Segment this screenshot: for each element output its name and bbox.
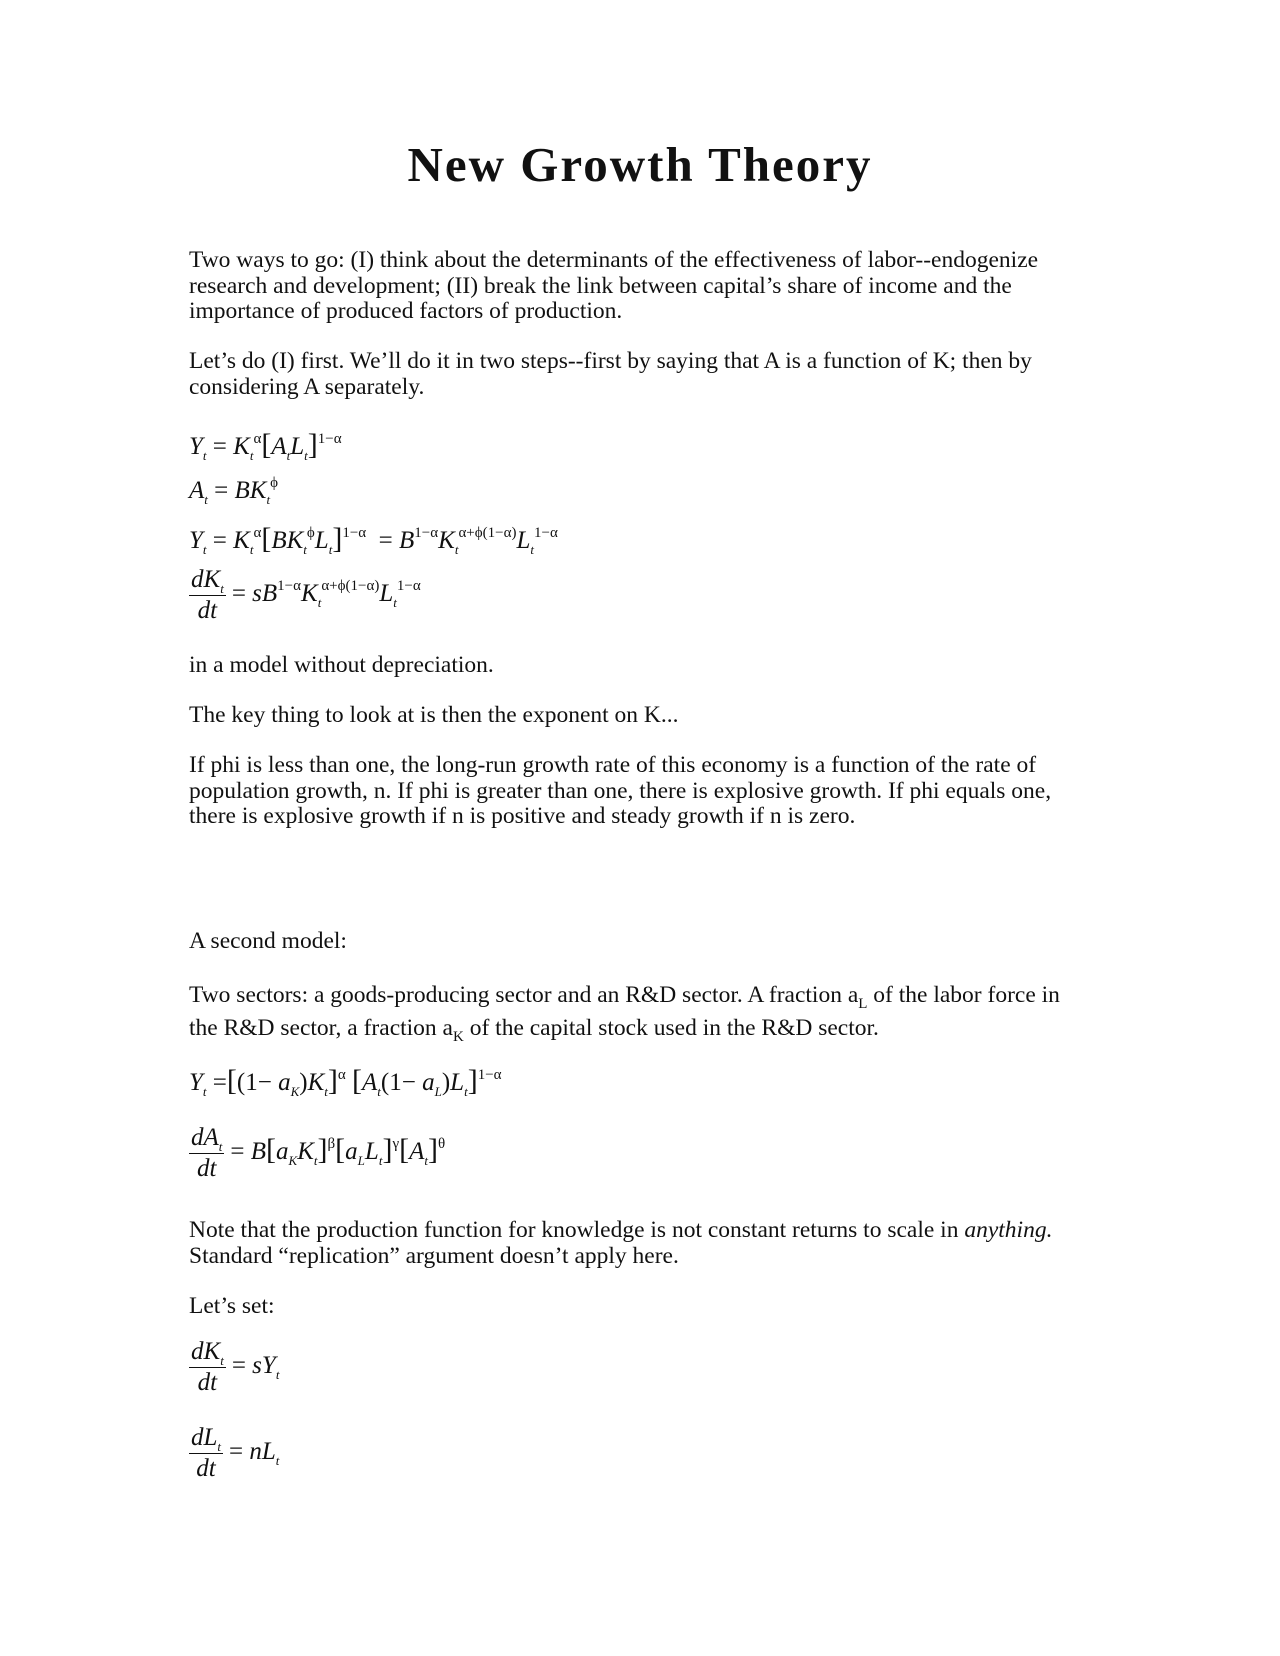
paragraph-no-depreciation: in a model without depreciation. <box>189 652 494 678</box>
paragraph-two-sectors <box>189 979 1089 1045</box>
paragraph-intro: Two ways to go: (I) think about the determinants of the effectiveness of labor--endogenize research and development; (II) break the link between capital’s share of income and the importance of produced factors of production. <box>189 247 1039 324</box>
paragraph-not-crs <box>189 1218 1089 1269</box>
equation-labor-growth: $\frac{dL_t}{dt}$ = $nL_t$ <box>191 1424 280 1482</box>
paragraph-exponent-k: The key thing to look at is then the exponent on K... <box>189 702 679 728</box>
equation-goods-production: $Y_t =[(1- a_K)K_t]^\alpha$ $[A_t(1- a_L)L_t]^{1-\alpha}$ <box>189 1064 502 1099</box>
fraction-capital-subscript: K <box>453 1029 464 1045</box>
page-title: New Growth Theory <box>407 137 873 192</box>
two-sectors-text-c: of the capital stock used in the R&D sector. <box>463 1015 879 1041</box>
not-crs-text-a: Note that the production function for knowledge is not constant returns to scale in <box>189 1217 965 1243</box>
fraction-labor-subscript: L <box>858 996 868 1012</box>
equation-knowledge-capital: $A_t = BK_t^\phi$ <box>189 475 278 507</box>
not-crs-emphasis: anything. <box>964 1217 1053 1243</box>
two-sectors-text-b: of the labor force in the R&D sector, a fraction a <box>189 982 1060 1041</box>
paragraph-lets-set: Let’s set: <box>189 1293 275 1319</box>
equation-substituted-output: $Y_t = K_t^\alpha[BK_t^\phi L_t]^{1-\alpha} = B^{1-\alpha}K_t^{\alpha+\phi(1-\alpha)}L_t^{1-\alpha}$ <box>189 522 558 557</box>
paragraph-phi-cases: If phi is less than one, the long-run growth rate of this economy is a function of the rate of population growth, n. If phi is greater than one, there is explosive growth. If phi equals one, there is explosive growth if n is positive and steady growth if n is zero. <box>189 752 1052 829</box>
not-crs-text-b: Standard “replication” argument doesn’t apply here. <box>189 1242 679 1269</box>
equation-production-function: $Y_t = K_t^\alpha[A_tL_t]^{1-\alpha}$ <box>189 428 342 463</box>
paragraph-second-model: A second model: <box>189 928 347 954</box>
paragraph-step-one: Let’s do (I) first. We’ll do it in two steps--first by saying that A is a function of K; then by considering A separately. <box>189 348 1032 400</box>
two-sectors-text-a: Two sectors: a goods-producing sector and an R&D sector. A fraction a <box>189 982 859 1008</box>
equation-capital-savings: $\frac{dK_t}{dt}$ = $sY_t$ <box>191 1338 280 1396</box>
equation-knowledge-production: $\frac{dA_t}{dt}$ = $B[a_KK_t]^\beta[a_LL_t]^\gamma[A_t]^\theta$ <box>191 1124 446 1182</box>
equation-capital-accumulation: $\frac{dK_t}{dt}$ = $sB^{1-\alpha}K_t^{\alpha+\phi(1-\alpha)}L_t^{1-\alpha}$ <box>191 566 421 624</box>
